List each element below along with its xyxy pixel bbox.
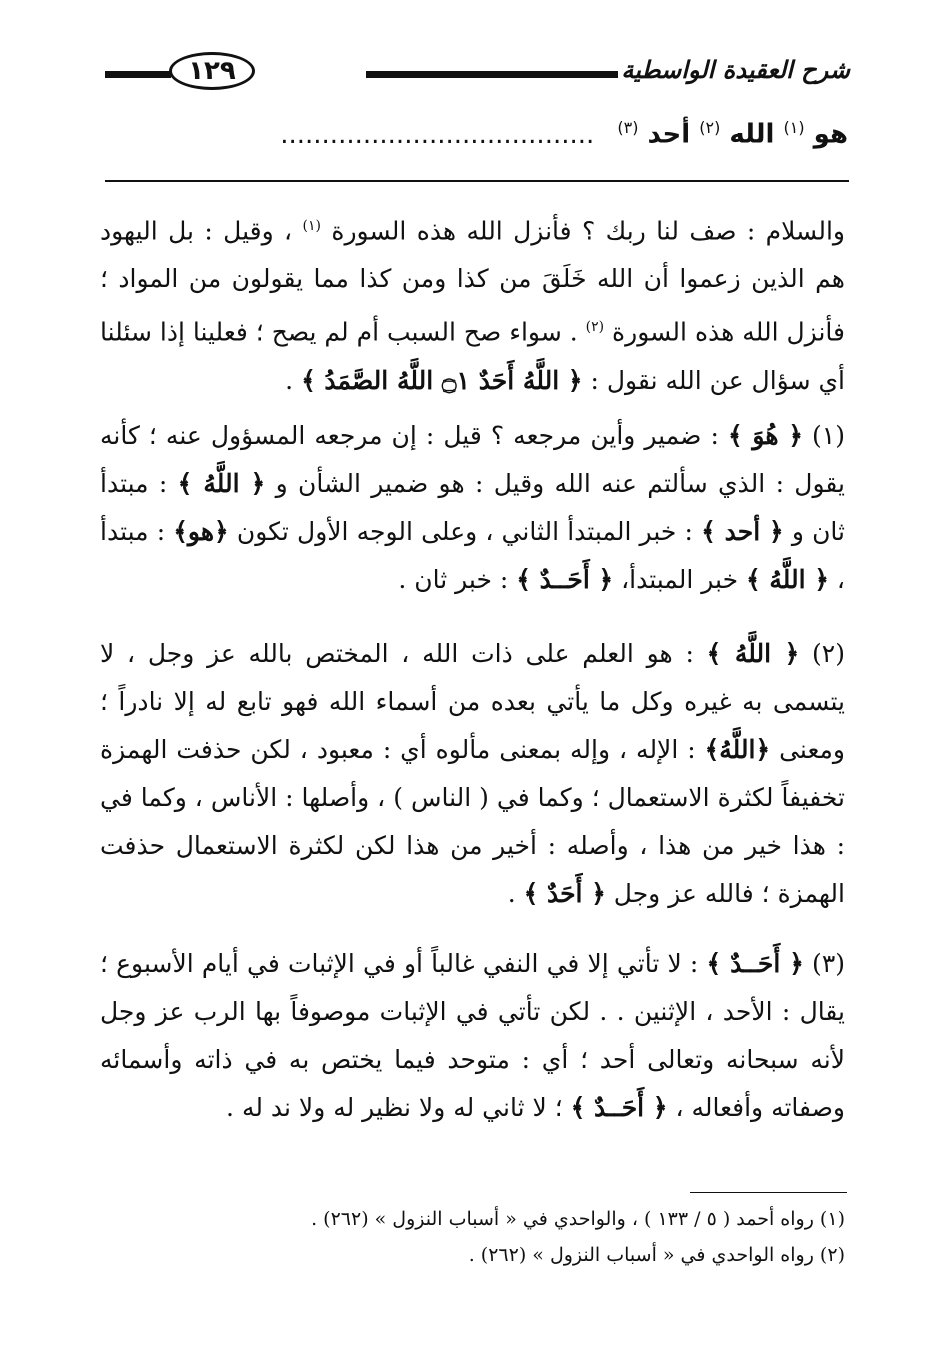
note-number: (١) <box>812 421 845 450</box>
p2-text-5: : مبتدأ ، <box>100 517 845 594</box>
page-number: ١٢٩ <box>188 56 236 86</box>
verse-word-allah: الله <box>729 119 775 150</box>
book-title: شرح العقيدة الواسطية <box>621 56 850 84</box>
header-rule-right <box>366 71 618 78</box>
heading-divider <box>105 180 849 182</box>
p3-text-2: : هو العلم على ذات الله ، المختص بالله عز وجل ، لا يتسمى به غيره وكل ما يأتي بعده من أسماء الله فهو تابع له إلا نادراً ؛ ومعنى <box>100 639 845 764</box>
quran-word: ﴿ اللَّهُ ﴾ <box>177 469 266 498</box>
p1-text-4: . <box>285 365 294 395</box>
quran-word: ﴿هو﴾ <box>173 517 229 546</box>
quran-word: ﴿ أَحَــدٌ ﴾ <box>706 949 804 978</box>
verse-word-huwa: هو <box>813 119 848 150</box>
verse-ref-3: (٣) <box>617 118 639 137</box>
verse-word-ahad: أحد <box>647 119 691 150</box>
p2-text-4: : خبر المبتدأ الثاني ، وعلى الوجه الأول تكون <box>236 517 693 546</box>
p2-text-7: : خبر ثان . <box>398 565 509 594</box>
page-header <box>105 52 850 92</box>
p2-text-6: خبر المبتدأ، <box>621 565 739 594</box>
verse-ref-1: (١) <box>783 118 805 137</box>
page-number-badge <box>169 52 255 90</box>
quran-word: ﴿ أحد ﴾ <box>701 517 784 546</box>
p2-text-2: : ضمير وأين مرجعه ؟ قيل : إن مرجعه المسؤول عنه ؛ كأنه يقول : الذي سألتم عنه الله وقيل : هو ضمير الشأن و <box>100 421 845 498</box>
note-number: (٣) <box>812 949 846 978</box>
p2-text-3: : مبتدأ ثان و <box>100 469 845 546</box>
verse-heading <box>98 118 848 150</box>
p1-text-1: والسلام : صف لنا ربك ؟ فأنزل الله هذه السورة <box>331 216 845 246</box>
quran-word: ﴿ اللَّهُ ﴾ <box>706 639 800 668</box>
paragraph-note-3 <box>100 940 845 1132</box>
footnote-ref-1: (١) <box>302 218 321 234</box>
verse-dots: ...................................... <box>280 119 595 150</box>
paragraph-note-1 <box>100 412 845 604</box>
quran-word: ﴿ أَحَدٌ ﴾ <box>523 879 606 908</box>
p1-text-3: . سواء صح السبب أم لم يصح ؛ فعلينا إذا سئلنا أي سؤال عن الله نقول : <box>100 317 845 395</box>
p3-text-4: . <box>507 879 516 908</box>
quran-word: ﴿ أَحَــدٌ ﴾ <box>570 1093 668 1122</box>
header-rule-left <box>105 71 171 78</box>
quran-word: ﴿ هُوَ ﴾ <box>727 421 803 450</box>
p4-text-3: ؛ لا ثاني له ولا نظير له ولا ند له . <box>226 1093 563 1122</box>
quran-word: ﴿اللَّهُ﴾ <box>704 735 771 764</box>
footnote-1: (١) رواه أحمد ( ٥ / ١٣٣ ) ، والواحدي في « أسباب النزول » (٢٦٢) . <box>311 1208 845 1230</box>
footnote-ref-2: (٢) <box>585 319 605 336</box>
paragraph-intro <box>100 202 845 405</box>
quran-word: ﴿ اللَّهُ ﴾ <box>746 565 829 594</box>
quran-word: ﴿ أَحَــدٌ ﴾ <box>516 565 614 594</box>
footnote-2: (٢) رواه الواحدي في « أسباب النزول » (٢٦٢) . <box>468 1244 845 1266</box>
footnote-divider <box>690 1192 847 1193</box>
paragraph-note-2 <box>100 630 845 918</box>
p3-text-3: : الإله ، وإله بمعنى مألوه أي : معبود ، لكن حذفت الهمزة تخفيفاً لكثرة الاستعمال ؛ وكما في ( الناس ) ، وأصلها : الأناس ، وكما في : هذا خير من هذا ، وأصله : أخير من هذا لكن لكثرة الاستعمال حذفت الهمزة ؛ فالله عز وجل <box>100 735 845 908</box>
p1-text-2: ، وقيل : بل اليهود هم الذين زعموا أن الله خَلَقَ من كذا ومن كذا مما يقولون من المواد ؛ فأنزل الله هذه السورة <box>100 216 845 347</box>
quran-quote: ﴿ اللَّهُ أَحَدٌ ۝١ اللَّهُ الصَّمَدُ ﴾ <box>301 365 583 395</box>
note-number: (٢) <box>812 639 845 668</box>
verse-ref-2: (٢) <box>699 118 721 137</box>
p4-text-2: : لا تأتي إلا في النفي غالباً أو في الإثبات في أيام الأسبوع ؛ يقال : الأحد ، الإثنين . . لكن تأتي في الإثبات موصوفاً بها الرب عز وجل لأنه سبحانه وتعالى أحد ؛ أي : متوحد فيما يختص به في ذاته وأسمائه وصفاته وأفعاله ، <box>100 949 845 1122</box>
